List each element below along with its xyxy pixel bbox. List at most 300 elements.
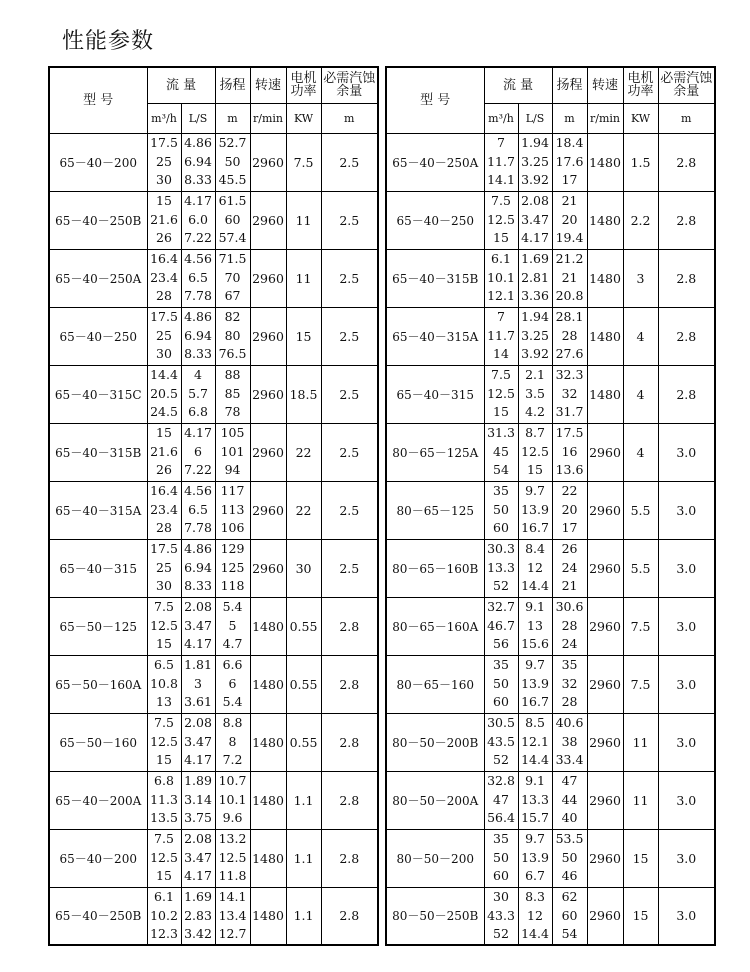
flow-ls-cell-value: 4.86 — [184, 541, 212, 557]
page-title: 性能参数 — [62, 29, 155, 54]
model-cell: 65－40－250A — [49, 249, 147, 307]
header-speed-unit: r/min — [587, 103, 623, 133]
power-cell: 0.55 — [286, 655, 321, 713]
table-row — [386, 713, 715, 771]
npsh-cell: 3.0 — [658, 829, 715, 887]
flow-ls-cell-value: 3.75 — [184, 810, 212, 826]
table-row — [386, 365, 715, 423]
head-cell-value: 44 — [561, 791, 578, 807]
head-cell-value: 9.6 — [222, 810, 243, 826]
npsh-cell: 3.0 — [658, 481, 715, 539]
head-cell-value: 5.4 — [222, 599, 243, 615]
table-body — [386, 133, 715, 945]
head-cell-value: 118 — [220, 578, 245, 594]
flow-m3h-cell — [484, 365, 518, 423]
table-row — [49, 887, 378, 945]
npsh-cell: 2.5 — [321, 423, 378, 481]
flow-m3h-cell-value: 24.5 — [150, 404, 178, 420]
npsh-cell: 3.0 — [658, 887, 715, 945]
flow-m3h-cell-value: 15 — [493, 230, 509, 246]
speed-cell: 2960 — [250, 423, 286, 481]
npsh-cell: 2.5 — [321, 539, 378, 597]
model-cell: 65－40－315B — [49, 423, 147, 481]
flow-ls-cell-value: 3.42 — [184, 926, 212, 941]
header-flow-ls: L/S — [181, 103, 215, 133]
header-head-unit: m — [215, 103, 250, 133]
flow-m3h-cell-value: 45 — [493, 443, 509, 459]
flow-ls-cell-value: 13.9 — [521, 849, 549, 865]
power-cell: 15 — [623, 887, 658, 945]
flow-m3h-cell — [147, 539, 181, 597]
flow-ls-cell — [181, 829, 215, 887]
head-cell-value: 19.4 — [555, 230, 584, 246]
model-cell: 65－40－315A — [49, 481, 147, 539]
npsh-cell: 2.8 — [658, 191, 715, 249]
head-cell — [552, 655, 587, 713]
head-cell-value: 17.6 — [555, 153, 584, 169]
flow-m3h-cell-value: 17.5 — [150, 135, 178, 151]
flow-ls-cell-value: 9.7 — [525, 831, 545, 847]
head-cell-value: 32 — [561, 675, 578, 691]
speed-cell: 2960 — [587, 829, 623, 887]
head-cell-value: 17.5 — [555, 425, 584, 441]
flow-m3h-cell — [147, 191, 181, 249]
header-flow-m3h: m³/h — [147, 103, 181, 133]
flow-ls-cell-value: 8.33 — [184, 578, 212, 594]
flow-ls-cell-value: 12 — [527, 907, 543, 923]
speed-cell: 1480 — [250, 829, 286, 887]
header-flow-ls: L/S — [518, 103, 552, 133]
npsh-cell: 2.5 — [321, 307, 378, 365]
flow-m3h-cell-value: 26 — [156, 462, 172, 478]
model-cell: 65－50－160A — [49, 655, 147, 713]
power-cell: 1.1 — [286, 771, 321, 829]
speed-cell: 2960 — [250, 133, 286, 191]
performance-table-right — [385, 66, 716, 946]
model-cell: 65－40－250B — [49, 191, 147, 249]
flow-m3h-cell-value: 10.2 — [150, 907, 178, 923]
flow-ls-cell-value: 9.7 — [525, 483, 545, 499]
head-cell — [552, 771, 587, 829]
head-cell — [552, 307, 587, 365]
npsh-cell: 2.5 — [321, 365, 378, 423]
flow-m3h-cell — [147, 249, 181, 307]
head-cell-value: 13.4 — [218, 907, 247, 923]
flow-m3h-cell-value: 32.8 — [487, 773, 515, 789]
flow-ls-cell — [518, 481, 552, 539]
head-cell-value: 14.1 — [218, 889, 247, 904]
flow-m3h-cell — [484, 539, 518, 597]
table-row — [386, 133, 715, 191]
head-cell-value: 28 — [561, 617, 578, 633]
flow-m3h-cell-value: 60 — [493, 694, 509, 710]
npsh-cell: 2.8 — [658, 307, 715, 365]
flow-m3h-cell — [484, 307, 518, 365]
model-cell: 65－40－315C — [49, 365, 147, 423]
flow-m3h-cell — [147, 655, 181, 713]
table-row — [49, 133, 378, 191]
head-cell-value: 30.6 — [555, 599, 584, 615]
flow-m3h-cell-value: 21.6 — [150, 443, 178, 459]
flow-ls-cell-value: 3.36 — [521, 288, 549, 304]
npsh-cell: 2.5 — [321, 249, 378, 307]
flow-ls-cell — [181, 771, 215, 829]
head-cell-value: 20.8 — [555, 288, 584, 304]
head-cell-value: 5.4 — [222, 694, 243, 710]
flow-ls-cell — [181, 307, 215, 365]
flow-m3h-cell-value: 13 — [156, 694, 172, 710]
flow-ls-cell-value: 3.47 — [521, 211, 549, 227]
flow-m3h-cell — [147, 597, 181, 655]
header-npsh-unit: m — [321, 103, 378, 133]
head-cell — [215, 191, 250, 249]
flow-ls-cell — [181, 713, 215, 771]
flow-ls-cell-value: 3.61 — [184, 694, 212, 710]
flow-ls-cell-value: 13 — [527, 617, 543, 633]
table-row — [49, 365, 378, 423]
table-header — [49, 67, 378, 133]
head-cell — [552, 191, 587, 249]
model-cell: 80－65－160 — [386, 655, 484, 713]
head-cell-value: 22 — [561, 483, 578, 499]
model-cell: 80－65－125 — [386, 481, 484, 539]
head-cell-value: 57.4 — [218, 230, 247, 246]
flow-ls-cell — [518, 539, 552, 597]
speed-cell: 2960 — [587, 597, 623, 655]
flow-ls-cell-value: 14.4 — [521, 578, 549, 594]
model-cell: 65－40－315B — [386, 249, 484, 307]
head-cell-value: 71.5 — [218, 251, 247, 267]
head-cell-value: 60 — [561, 907, 578, 923]
flow-ls-cell-value: 7.22 — [184, 230, 212, 246]
flow-m3h-cell-value: 23.4 — [150, 269, 178, 285]
flow-m3h-cell-value: 14 — [493, 346, 509, 362]
flow-m3h-cell-value: 54 — [493, 462, 509, 478]
flow-m3h-cell-value: 14.4 — [150, 367, 178, 383]
power-cell: 11 — [286, 191, 321, 249]
power-cell: 0.55 — [286, 713, 321, 771]
flow-ls-cell-value: 7.78 — [184, 288, 212, 304]
power-cell: 22 — [286, 481, 321, 539]
head-cell-value: 7.2 — [222, 752, 243, 768]
flow-ls-cell — [518, 423, 552, 481]
header-npsh: 必需汽蚀余量 — [321, 67, 378, 103]
power-cell: 18.5 — [286, 365, 321, 423]
flow-m3h-cell-value: 52 — [493, 752, 509, 768]
flow-m3h-cell-value: 13.5 — [150, 810, 178, 826]
head-cell — [215, 829, 250, 887]
speed-cell: 2960 — [250, 191, 286, 249]
head-cell-value: 106 — [220, 520, 245, 536]
head-cell — [552, 423, 587, 481]
flow-m3h-cell — [147, 887, 181, 945]
head-cell-value: 10.7 — [218, 773, 247, 789]
model-cell: 65－40－200 — [49, 133, 147, 191]
model-cell: 65－40－250B — [49, 887, 147, 945]
power-cell: 7.5 — [286, 133, 321, 191]
power-cell: 4 — [623, 365, 658, 423]
flow-m3h-cell-value: 16.4 — [150, 251, 178, 267]
head-cell — [552, 887, 587, 945]
head-cell-value: 16 — [561, 443, 578, 459]
head-cell-value: 28 — [561, 327, 578, 343]
table-row — [386, 191, 715, 249]
power-cell: 15 — [623, 829, 658, 887]
head-cell-value: 6.6 — [222, 657, 243, 673]
flow-m3h-cell — [147, 481, 181, 539]
npsh-cell: 2.8 — [658, 133, 715, 191]
head-cell-value: 12.5 — [218, 849, 247, 865]
flow-ls-cell-value: 3.5 — [525, 385, 545, 401]
speed-cell: 2960 — [250, 307, 286, 365]
flow-ls-cell — [518, 829, 552, 887]
flow-ls-cell — [518, 307, 552, 365]
flow-m3h-cell — [484, 249, 518, 307]
flow-m3h-cell — [147, 307, 181, 365]
flow-ls-cell-value: 5.7 — [188, 385, 208, 401]
head-cell-value: 45.5 — [218, 172, 247, 188]
npsh-cell: 2.5 — [321, 191, 378, 249]
flow-m3h-cell-value: 12.5 — [150, 849, 178, 865]
model-cell: 65－40－315A — [386, 307, 484, 365]
head-cell-value: 13.2 — [218, 831, 247, 847]
speed-cell: 1480 — [250, 713, 286, 771]
flow-m3h-cell-value: 35 — [493, 483, 509, 499]
flow-ls-cell — [181, 539, 215, 597]
head-cell — [552, 481, 587, 539]
flow-m3h-cell — [147, 133, 181, 191]
head-cell-value: 70 — [224, 269, 241, 285]
flow-m3h-cell-value: 50 — [493, 501, 509, 517]
head-cell — [552, 365, 587, 423]
head-cell-value: 67 — [224, 288, 241, 304]
performance-table-left — [48, 66, 379, 946]
head-cell-value: 18.4 — [555, 135, 584, 151]
flow-ls-cell-value: 2.08 — [184, 599, 212, 615]
flow-m3h-cell-value: 21.6 — [150, 211, 178, 227]
power-cell: 7.5 — [623, 597, 658, 655]
flow-m3h-cell-value: 17.5 — [150, 309, 178, 325]
flow-ls-cell-value: 1.69 — [184, 889, 212, 904]
speed-cell: 2960 — [587, 481, 623, 539]
flow-m3h-cell-value: 50 — [493, 849, 509, 865]
flow-m3h-cell-value: 16.4 — [150, 483, 178, 499]
table-row — [386, 249, 715, 307]
flow-ls-cell-value: 2.1 — [525, 367, 545, 383]
flow-ls-cell-value: 2.08 — [184, 831, 212, 847]
flow-m3h-cell-value: 52 — [493, 578, 509, 594]
flow-m3h-cell-value: 12.5 — [487, 385, 515, 401]
flow-ls-cell — [518, 365, 552, 423]
flow-m3h-cell — [147, 829, 181, 887]
flow-m3h-cell — [484, 481, 518, 539]
table-row — [49, 829, 378, 887]
head-cell-value: 61.5 — [218, 193, 247, 209]
flow-m3h-cell-value: 12.5 — [487, 211, 515, 227]
flow-ls-cell-value: 4 — [194, 367, 202, 383]
flow-ls-cell-value: 3.92 — [521, 172, 549, 188]
head-cell-value: 85 — [224, 385, 241, 401]
speed-cell: 1480 — [587, 307, 623, 365]
flow-ls-cell-value: 8.3 — [525, 889, 545, 904]
head-cell — [552, 249, 587, 307]
flow-ls-cell-value: 4.86 — [184, 135, 212, 151]
flow-m3h-cell-value: 31.3 — [487, 425, 515, 441]
flow-m3h-cell — [484, 423, 518, 481]
flow-m3h-cell-value: 25 — [156, 559, 172, 575]
head-cell-value: 78 — [224, 404, 241, 420]
flow-m3h-cell-value: 28 — [156, 288, 172, 304]
power-cell: 5.5 — [623, 539, 658, 597]
flow-ls-cell-value: 3.14 — [184, 791, 212, 807]
flow-ls-cell-value: 1.81 — [184, 657, 212, 673]
flow-m3h-cell — [484, 771, 518, 829]
head-cell-value: 28.1 — [555, 309, 584, 325]
flow-m3h-cell-value: 20.5 — [150, 385, 178, 401]
flow-ls-cell-value: 4.17 — [521, 230, 549, 246]
power-cell: 11 — [623, 713, 658, 771]
npsh-cell: 2.8 — [321, 655, 378, 713]
flow-m3h-cell-value: 35 — [493, 657, 509, 673]
speed-cell: 1480 — [587, 365, 623, 423]
table-row — [49, 597, 378, 655]
flow-m3h-cell-value: 60 — [493, 520, 509, 536]
table-header — [386, 67, 715, 133]
npsh-cell: 2.8 — [321, 597, 378, 655]
head-cell — [215, 539, 250, 597]
header-speed: 转速 — [250, 67, 286, 103]
model-cell: 80－65－125A — [386, 423, 484, 481]
flow-ls-cell-value: 9.7 — [525, 657, 545, 673]
head-cell-value: 10.1 — [218, 791, 247, 807]
head-cell-value: 8 — [228, 733, 237, 749]
flow-m3h-cell-value: 15 — [156, 752, 172, 768]
head-cell — [215, 655, 250, 713]
power-cell: 7.5 — [623, 655, 658, 713]
head-cell — [215, 133, 250, 191]
head-cell — [552, 597, 587, 655]
speed-cell: 2960 — [250, 539, 286, 597]
flow-m3h-cell — [484, 133, 518, 191]
head-cell-value: 60 — [224, 211, 241, 227]
flow-ls-cell-value: 1.94 — [521, 135, 549, 151]
flow-m3h-cell-value: 43.5 — [487, 733, 515, 749]
flow-m3h-cell-value: 12.1 — [487, 288, 515, 304]
flow-ls-cell-value: 1.89 — [184, 773, 212, 789]
flow-m3h-cell-value: 13.3 — [487, 559, 515, 575]
flow-ls-cell-value: 8.5 — [525, 715, 545, 731]
head-cell-value: 50 — [224, 153, 241, 169]
flow-m3h-cell-value: 30 — [493, 889, 509, 904]
flow-m3h-cell-value: 10.8 — [150, 675, 178, 691]
head-cell-value: 8.8 — [222, 715, 243, 731]
head-cell-value: 117 — [220, 483, 245, 499]
flow-ls-cell-value: 4.17 — [184, 868, 212, 884]
flow-m3h-cell-value: 7 — [497, 135, 505, 151]
power-cell: 1.1 — [286, 829, 321, 887]
flow-ls-cell-value: 13.3 — [521, 791, 549, 807]
flow-ls-cell — [518, 191, 552, 249]
flow-ls-cell-value: 9.1 — [525, 599, 545, 615]
flow-m3h-cell-value: 7 — [497, 309, 505, 325]
flow-m3h-cell-value: 46.7 — [487, 617, 515, 633]
flow-m3h-cell-value: 35 — [493, 831, 509, 847]
npsh-cell: 3.0 — [658, 713, 715, 771]
speed-cell: 2960 — [587, 655, 623, 713]
flow-m3h-cell-value: 30.3 — [487, 541, 515, 557]
flow-ls-cell-value: 3 — [194, 675, 202, 691]
head-cell-value: 32.3 — [555, 367, 584, 383]
head-cell-value: 12.7 — [218, 926, 247, 941]
head-cell-value: 38 — [561, 733, 578, 749]
head-cell-value: 28 — [561, 694, 578, 710]
flow-m3h-cell — [484, 655, 518, 713]
flow-ls-cell-value: 12 — [527, 559, 543, 575]
head-cell-value: 21 — [561, 193, 578, 209]
table-row — [386, 597, 715, 655]
head-cell — [215, 771, 250, 829]
flow-ls-cell-value: 2.83 — [184, 907, 212, 923]
head-cell-value: 80 — [224, 327, 241, 343]
flow-ls-cell-value: 3.47 — [184, 733, 212, 749]
header-model: 型 号 — [386, 67, 484, 133]
head-cell-value: 11.8 — [218, 868, 247, 884]
flow-m3h-cell-value: 30 — [156, 346, 172, 362]
head-cell-value: 94 — [224, 462, 241, 478]
speed-cell: 2960 — [250, 365, 286, 423]
head-cell-value: 129 — [220, 541, 245, 557]
flow-m3h-cell-value: 50 — [493, 675, 509, 691]
table-row — [49, 191, 378, 249]
flow-ls-cell — [518, 771, 552, 829]
flow-ls-cell-value: 9.1 — [525, 773, 545, 789]
header-head-unit: m — [552, 103, 587, 133]
flow-ls-cell-value: 15.6 — [521, 636, 549, 652]
flow-m3h-cell-value: 11.7 — [487, 327, 515, 343]
flow-ls-cell-value: 3.92 — [521, 346, 549, 362]
head-cell-value: 53.5 — [555, 831, 584, 847]
npsh-cell: 2.8 — [658, 249, 715, 307]
model-cell: 80－50－250B — [386, 887, 484, 945]
flow-m3h-cell-value: 56 — [493, 636, 509, 652]
flow-ls-cell-value: 2.81 — [521, 269, 549, 285]
head-cell — [552, 713, 587, 771]
flow-m3h-cell-value: 30 — [156, 172, 172, 188]
flow-ls-cell — [181, 597, 215, 655]
flow-ls-cell-value: 1.94 — [521, 309, 549, 325]
model-cell: 65－50－125 — [49, 597, 147, 655]
flow-ls-cell-value: 6.94 — [184, 559, 212, 575]
npsh-cell: 2.8 — [321, 713, 378, 771]
npsh-cell: 3.0 — [658, 539, 715, 597]
flow-ls-cell-value: 12.1 — [521, 733, 549, 749]
flow-ls-cell-value: 13.9 — [521, 675, 549, 691]
flow-m3h-cell-value: 6.5 — [154, 657, 174, 673]
flow-ls-cell-value: 16.7 — [521, 520, 549, 536]
flow-m3h-cell — [147, 771, 181, 829]
head-cell-value: 125 — [220, 559, 245, 575]
flow-ls-cell-value: 4.17 — [184, 193, 212, 209]
speed-cell: 1480 — [587, 133, 623, 191]
head-cell-value: 50 — [561, 849, 578, 865]
flow-ls-cell — [518, 887, 552, 945]
flow-ls-cell-value: 14.4 — [521, 752, 549, 768]
flow-ls-cell — [518, 713, 552, 771]
flow-ls-cell-value: 6.94 — [184, 153, 212, 169]
table-row — [386, 423, 715, 481]
flow-ls-cell-value: 7.78 — [184, 520, 212, 536]
head-cell-value: 24 — [561, 636, 578, 652]
